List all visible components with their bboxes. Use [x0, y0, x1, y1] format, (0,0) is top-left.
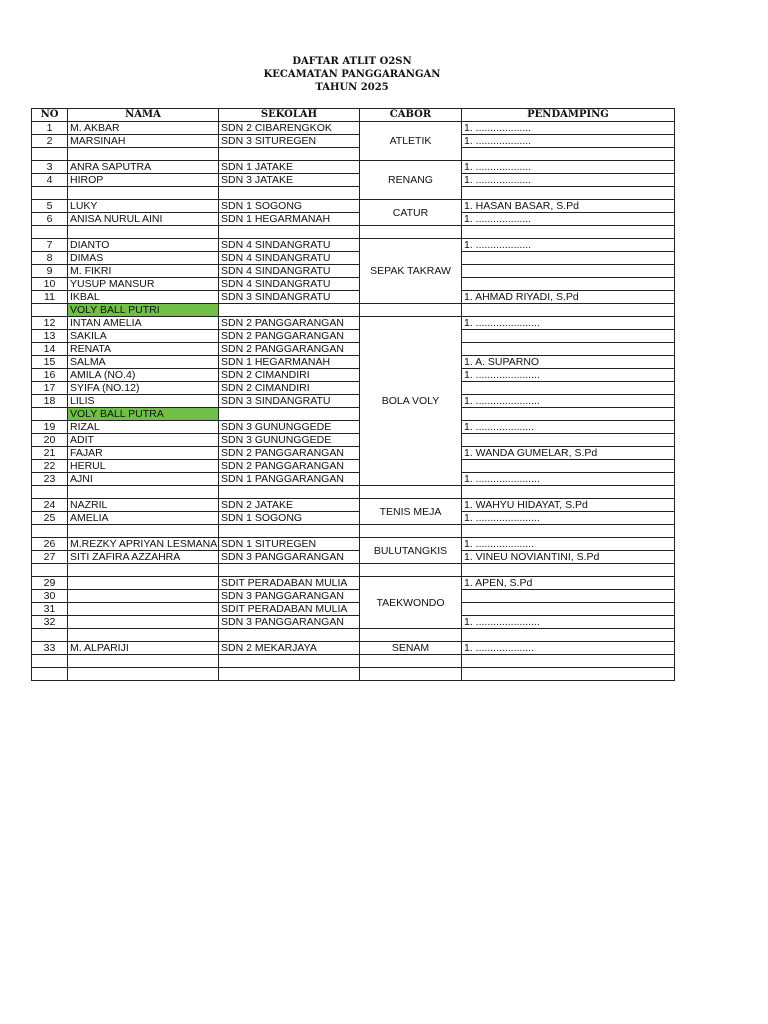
cell-nama — [68, 577, 219, 590]
header-no: NO — [32, 109, 68, 122]
cell-nama: NAZRIL — [68, 499, 219, 512]
cell-pendamping: 1. ...................... — [462, 395, 675, 408]
table-row — [32, 577, 675, 590]
cell-nama: LILIS — [68, 395, 219, 408]
cell-no: 6 — [32, 213, 68, 226]
cell-sekolah: SDN 2 PANGGARANGAN — [219, 447, 360, 460]
table-row — [32, 252, 675, 265]
header-sekolah: SEKOLAH — [219, 109, 360, 122]
cell-no: 20 — [32, 434, 68, 447]
table-row — [32, 447, 675, 460]
table-row — [32, 161, 675, 174]
cell-nama: MARSINAH — [68, 135, 219, 148]
cell-no: 10 — [32, 278, 68, 291]
cell-nama: IKBAL — [68, 291, 219, 304]
cell-sekolah: SDN 1 SOGONG — [219, 200, 360, 213]
table-row — [32, 460, 675, 473]
cell-pendamping: 1. AHMAD RIYADI, S.Pd — [462, 291, 675, 304]
table-row — [32, 395, 675, 408]
spacer-row — [32, 655, 675, 668]
cell-no: 25 — [32, 512, 68, 525]
cell-no: 8 — [32, 252, 68, 265]
cell-nama: AJNI — [68, 473, 219, 486]
cell-no: 3 — [32, 161, 68, 174]
cell-pendamping: 1. .................... — [462, 642, 675, 655]
cell-pendamping — [462, 330, 675, 343]
title-line-1: DAFTAR ATLIT O2SN — [292, 56, 412, 67]
cell-no: 1 — [32, 122, 68, 135]
cell-no: 2 — [32, 135, 68, 148]
table-header-row — [32, 109, 675, 122]
cell-sekolah: SDN 2 CIMANDIRI — [219, 382, 360, 395]
table-row — [32, 421, 675, 434]
table-row — [32, 122, 675, 135]
cell-no: 4 — [32, 174, 68, 187]
cell-no: 23 — [32, 473, 68, 486]
cell-pendamping — [462, 343, 675, 356]
cell-sekolah: SDN 3 SINDANGRATU — [219, 395, 360, 408]
section-row-voly-putra — [32, 408, 675, 421]
cell-nama: HERUL — [68, 460, 219, 473]
cell-sekolah: SDN 2 PANGGARANGAN — [219, 317, 360, 330]
cell-sekolah: SDN 4 SINDANGRATU — [219, 278, 360, 291]
section-row-voly-putri — [32, 304, 675, 317]
table-row — [32, 499, 675, 512]
table-row — [32, 317, 675, 330]
cell-pendamping: 1. VINEU NOVIANTINI, S.Pd — [462, 551, 675, 564]
table-row — [32, 616, 675, 629]
cell-sekolah: SDN 1 JATAKE — [219, 161, 360, 174]
cell-no: 7 — [32, 239, 68, 252]
cell-nama: M. AKBAR — [68, 122, 219, 135]
cell-sekolah: SDN 2 PANGGARANGAN — [219, 460, 360, 473]
cell-pendamping — [462, 252, 675, 265]
cabor-senam: SENAM — [360, 642, 462, 655]
cell-pendamping: 1. WANDA GUMELAR, S.Pd — [462, 447, 675, 460]
cell-pendamping: 1. ...................... — [462, 473, 675, 486]
table-row — [32, 603, 675, 616]
cell-pendamping: 1. APEN, S.Pd — [462, 577, 675, 590]
cell-nama: SITI ZAFIRA AZZAHRA — [68, 551, 219, 564]
cell-no: 19 — [32, 421, 68, 434]
cell-sekolah: SDN 1 PANGGARANGAN — [219, 473, 360, 486]
cell-no: 27 — [32, 551, 68, 564]
spacer-row — [32, 187, 675, 200]
table-row — [32, 551, 675, 564]
cell-nama: M.REZKY APRIYAN LESMANA — [68, 538, 219, 551]
table-row — [32, 200, 675, 213]
cell-pendamping: 1. ................... — [462, 174, 675, 187]
cell-pendamping: 1. ................... — [462, 135, 675, 148]
title-line-3: TAHUN 2025 — [315, 82, 389, 93]
table-row — [32, 343, 675, 356]
cell-no: 24 — [32, 499, 68, 512]
table-row — [32, 590, 675, 603]
cell-no: 15 — [32, 356, 68, 369]
cell-sekolah: SDN 4 SINDANGRATU — [219, 239, 360, 252]
table-row — [32, 174, 675, 187]
cell-no: 31 — [32, 603, 68, 616]
table-row — [32, 239, 675, 252]
cell-no: 29 — [32, 577, 68, 590]
cell-nama: M. ALPARIJI — [68, 642, 219, 655]
cell-nama: SALMA — [68, 356, 219, 369]
cell-pendamping — [462, 382, 675, 395]
cell-pendamping — [462, 434, 675, 447]
cell-pendamping: 1. ...................... — [462, 616, 675, 629]
cabor-bulutangkis: BULUTANGKIS — [360, 538, 462, 564]
cell-sekolah: SDN 3 PANGGARANGAN — [219, 590, 360, 603]
cell-nama — [68, 603, 219, 616]
header-cabor: CABOR — [360, 109, 462, 122]
cell-sekolah: SDN 3 GUNUNGGEDE — [219, 421, 360, 434]
cell-nama: YUSUP MANSUR — [68, 278, 219, 291]
spacer-row — [32, 486, 675, 499]
cell-no: 26 — [32, 538, 68, 551]
cell-pendamping: 1. .................... — [462, 538, 675, 551]
cell-sekolah: SDIT PERADABAN MULIA — [219, 603, 360, 616]
cell-sekolah: SDN 3 GUNUNGGEDE — [219, 434, 360, 447]
cell-nama: RENATA — [68, 343, 219, 356]
section-label-voly-putra: VOLY BALL PUTRA — [68, 408, 219, 421]
cell-no: 12 — [32, 317, 68, 330]
cell-no: 32 — [32, 616, 68, 629]
cell-nama: SAKILA — [68, 330, 219, 343]
cell-sekolah: SDN 3 PANGGARANGAN — [219, 616, 360, 629]
cell-sekolah: SDIT PERADABAN MULIA — [219, 577, 360, 590]
cabor-bola-voly: BOLA VOLY — [360, 317, 462, 486]
cell-pendamping — [462, 603, 675, 616]
cell-sekolah: SDN 2 CIMANDIRI — [219, 369, 360, 382]
cell-pendamping — [462, 460, 675, 473]
cell-no: 16 — [32, 369, 68, 382]
cell-pendamping: 1. HASAN BASAR, S.Pd — [462, 200, 675, 213]
cell-nama: AMILA (NO.4) — [68, 369, 219, 382]
cell-sekolah: SDN 2 MEKARJAYA — [219, 642, 360, 655]
cell-nama — [68, 616, 219, 629]
cell-no: 22 — [32, 460, 68, 473]
cell-nama: DIMAS — [68, 252, 219, 265]
cell-sekolah: SDN 1 SOGONG — [219, 512, 360, 525]
table-row — [32, 135, 675, 148]
cell-pendamping: 1. .................... — [462, 421, 675, 434]
cell-sekolah: SDN 1 SITUREGEN — [219, 538, 360, 551]
cell-pendamping: 1. ................... — [462, 239, 675, 252]
cell-sekolah: SDN 1 HEGARMANAH — [219, 356, 360, 369]
cell-sekolah: SDN 3 SITUREGEN — [219, 135, 360, 148]
cell-pendamping — [462, 590, 675, 603]
cell-no: 9 — [32, 265, 68, 278]
cell-sekolah: SDN 4 SINDANGRATU — [219, 252, 360, 265]
cell-sekolah: SDN 3 PANGGARANGAN — [219, 551, 360, 564]
cell-sekolah: SDN 2 PANGGARANGAN — [219, 343, 360, 356]
cell-nama: ANISA NURUL AINI — [68, 213, 219, 226]
table-row — [32, 473, 675, 486]
cabor-sepak-takraw: SEPAK TAKRAW — [360, 239, 462, 304]
header-nama: NAMA — [68, 109, 219, 122]
table-row — [32, 213, 675, 226]
table-row — [32, 278, 675, 291]
cabor-taekwondo: TAEKWONDO — [360, 577, 462, 629]
cell-nama: M. FIKRI — [68, 265, 219, 278]
section-label-voly-putri: VOLY BALL PUTRI — [68, 304, 219, 317]
cabor-catur: CATUR — [360, 200, 462, 226]
cell-no: 33 — [32, 642, 68, 655]
table-row — [32, 382, 675, 395]
cell-pendamping — [462, 265, 675, 278]
header-pendamping: PENDAMPING — [462, 109, 675, 122]
spacer-row — [32, 226, 675, 239]
cabor-renang: RENANG — [360, 161, 462, 200]
table-row — [32, 434, 675, 447]
cell-sekolah: SDN 2 JATAKE — [219, 499, 360, 512]
cell-pendamping: 1. ...................... — [462, 369, 675, 382]
cell-pendamping: 1. A. SUPARNO — [462, 356, 675, 369]
spacer-row — [32, 525, 675, 538]
spacer-row — [32, 668, 675, 681]
cell-pendamping: 1. ...................... — [462, 317, 675, 330]
cell-sekolah: SDN 2 PANGGARANGAN — [219, 330, 360, 343]
cell-nama: SYIFA (NO.12) — [68, 382, 219, 395]
cell-pendamping: 1. ................... — [462, 122, 675, 135]
cell-no: 13 — [32, 330, 68, 343]
cell-nama: HIROP — [68, 174, 219, 187]
cell-sekolah: SDN 3 JATAKE — [219, 174, 360, 187]
cell-nama: DIANTO — [68, 239, 219, 252]
title-line-2: KECAMATAN PANGGARANGAN — [263, 69, 441, 80]
table-row — [32, 512, 675, 525]
cell-no: 21 — [32, 447, 68, 460]
table-row — [32, 538, 675, 551]
cell-pendamping: 1. ...................... — [462, 512, 675, 525]
table-row — [32, 369, 675, 382]
cell-no: 17 — [32, 382, 68, 395]
spacer-row — [32, 148, 675, 161]
cell-sekolah: SDN 3 SINDANGRATU — [219, 291, 360, 304]
cabor-atletik: ATLETIK — [360, 122, 462, 161]
cell-no: 14 — [32, 343, 68, 356]
cell-sekolah: SDN 1 HEGARMANAH — [219, 213, 360, 226]
cell-sekolah: SDN 4 SINDANGRATU — [219, 265, 360, 278]
table-row — [32, 265, 675, 278]
cabor-tenis-meja: TENIS MEJA — [360, 499, 462, 525]
cell-pendamping — [462, 278, 675, 291]
cell-pendamping: 1. ................... — [462, 161, 675, 174]
spacer-row — [32, 629, 675, 642]
cell-no: 11 — [32, 291, 68, 304]
table-row — [32, 356, 675, 369]
table-row — [32, 330, 675, 343]
cell-no: 30 — [32, 590, 68, 603]
cell-sekolah: SDN 2 CIBARENGKOK — [219, 122, 360, 135]
cell-pendamping: 1. ................... — [462, 213, 675, 226]
table-row — [32, 642, 675, 655]
table-row — [32, 291, 675, 304]
spacer-row — [32, 564, 675, 577]
cell-nama — [68, 590, 219, 603]
cell-nama: FAJAR — [68, 447, 219, 460]
cell-no: 18 — [32, 395, 68, 408]
athlete-table — [31, 108, 675, 681]
cell-pendamping: 1. WAHYU HIDAYAT, S.Pd — [462, 499, 675, 512]
cell-nama: AMELIA — [68, 512, 219, 525]
cell-nama: ADIT — [68, 434, 219, 447]
cell-nama: INTAN AMELIA — [68, 317, 219, 330]
cell-nama: LUKY — [68, 200, 219, 213]
cell-nama: RIZAL — [68, 421, 219, 434]
cell-no: 5 — [32, 200, 68, 213]
cell-nama: ANRA SAPUTRA — [68, 161, 219, 174]
